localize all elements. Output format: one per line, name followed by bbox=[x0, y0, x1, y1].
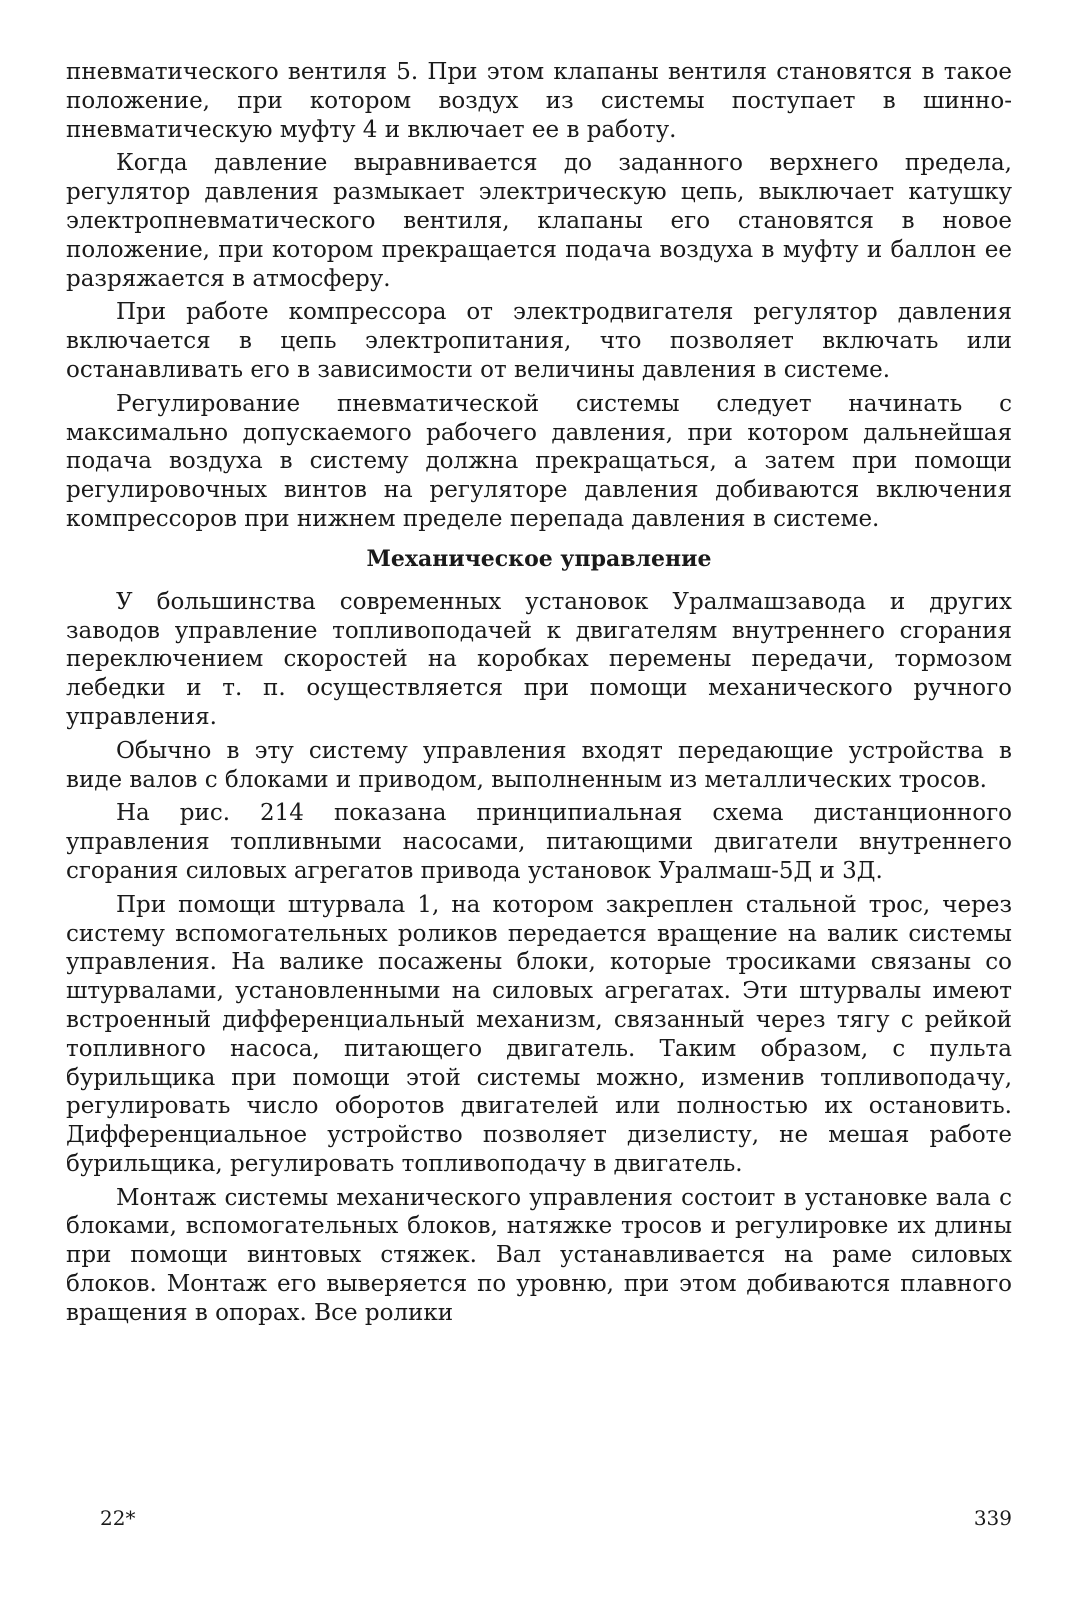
paragraph: Обычно в эту систему управления входят передающие устройства в виде валов с блоками и приводом, выполненным из металлических тросов. bbox=[66, 737, 1012, 793]
paragraph: Регулирование пневматической системы следует начинать с максимально допускаемого рабочего давления, при котором дальнейшая подача воздуха в систему должна прекращаться, а затем при помощи регулировочных винтов на регуляторе давления добиваются включения компрессоров при нижнем пределе перепада давления в системе. bbox=[66, 390, 1012, 532]
paragraph: При помощи штурвала 1, на котором закреплен стальной трос, через систему вспомогательных роликов передается вращение на валик системы управления. На валике посажены блоки, которые тросиками связаны со штурвалами, установленными на силовых агрегатах. Эти штурвалы имеют встроенный дифференциальный механизм, связанный через тягу с рейкой топливного насоса, питающего двигатель. Таким образом, с пульта бурильщика при помощи этой системы можно, изменив топливоподачу, регулировать число оборотов двигателей или полностью их остановить. Дифференциальное устройство позволяет дизелисту, не мешая работе бурильщика, регулировать топливоподачу в двигатель. bbox=[66, 891, 1012, 1177]
section-heading: Механическое управление bbox=[366, 545, 712, 572]
paragraph: У большинства современных установок Уралмашзавода и других заводов управление топливоподачей к двигателям внутреннего сгорания переключением скоростей на коробках перемены передачи, тормозом лебедки и т. п. осуществляется при помощи механического ручного управления. bbox=[66, 588, 1012, 730]
paragraph: пневматического вентиля 5. При этом клапаны вентиля становятся в такое положение, при котором воздух из системы поступает в шинно-пневматическую муфту 4 и включает ее в работу. bbox=[66, 59, 1012, 143]
page-number: 339 bbox=[973, 1506, 1012, 1530]
signature-mark: 22* bbox=[100, 1506, 136, 1530]
paragraph: Монтаж системы механического управления состоит в установке вала с блоками, вспомогательных блоков, натяжке тросов и регулировке их длины при помощи винтовых стяжек. Вал устанавливается на раме силовых блоков. Монтаж его выверяется по уровню, при этом добиваются плавного вращения в опорах. Все ролики bbox=[66, 1184, 1012, 1326]
paragraph: При работе компрессора от электродвигателя регулятор давления включается в цепь электропитания, что позволяет включать или останавливать его в зависимости от величины давления в системе. bbox=[66, 299, 1012, 383]
paragraph: Когда давление выравнивается до заданного верхнего предела, регулятор давления размыкает электрическую цепь, выключает катушку электропневматического вентиля, клапаны его становятся в новое положение, при котором прекращается подача воздуха в муфту и баллон ее разряжается в атмосферу. bbox=[66, 150, 1012, 292]
paragraph: На рис. 214 показана принципиальная схема дистанционного управления топливными насосами, питающими двигатели внутреннего сгорания силовых агрегатов привода установок Уралмаш-5Д и 3Д. bbox=[66, 800, 1012, 884]
page-text bbox=[66, 58, 1012, 1328]
